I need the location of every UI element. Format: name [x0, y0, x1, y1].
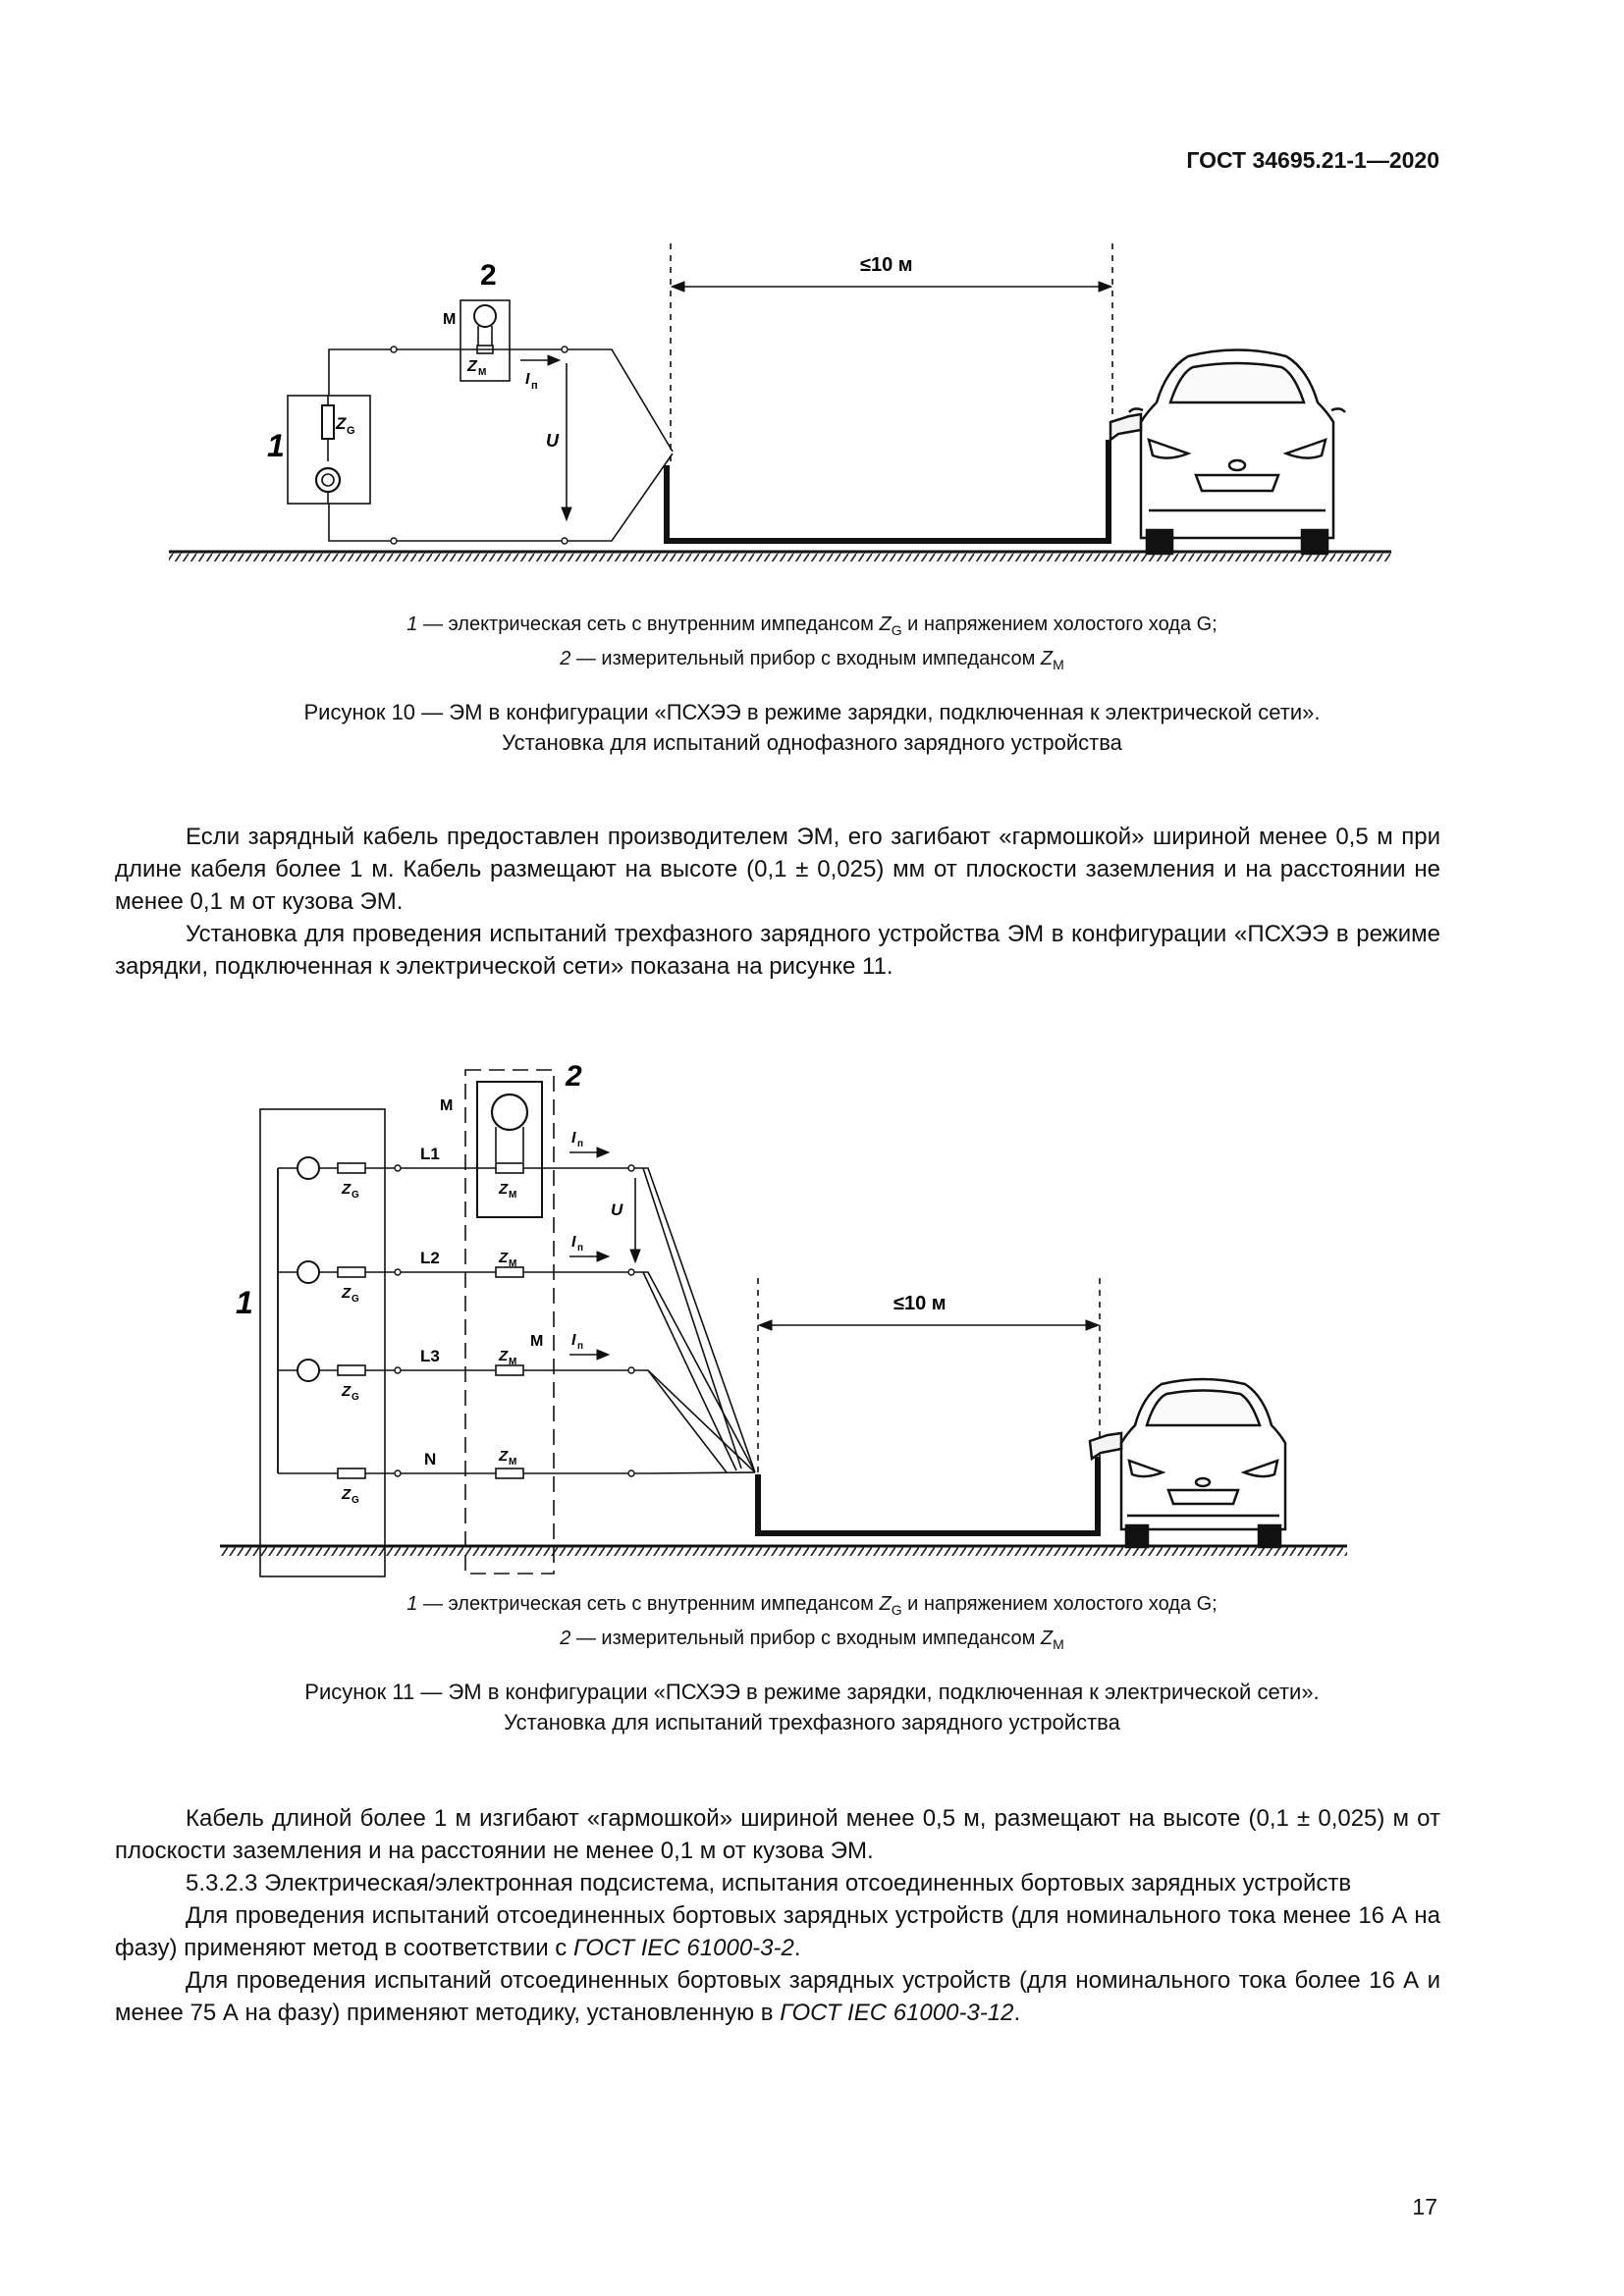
label-zg-sub-1: G [352, 1190, 359, 1201]
paragraph: Кабель длиной более 1 м изгибают «гармошкой» шириной менее 0,5 м, размещают на высоте (0,1 ± 0,025) м от плоскости заземления и на расстоянии не менее 0,1 м от кузова ЭМ. [115, 1805, 1440, 1864]
label-current-sub-3: п [577, 1341, 584, 1352]
label-source-number: 1 [267, 428, 285, 463]
measuring-device-box [465, 1070, 554, 1574]
label-zm-3: Z [499, 1348, 509, 1364]
voltage-arrow [562, 363, 571, 520]
paragraph: Для проведения испытаний отсоединенных бортовых зарядных устройств (для номинального тока менее 16 А на фазу) применяют метод в соответствии с ГОСТ IEC 61000-3-2. [115, 1902, 1440, 1961]
power-source-box [288, 349, 673, 541]
label-zg-1: Z [342, 1181, 352, 1198]
terminal-dots [395, 1165, 634, 1476]
label-zm-sub-1: M [509, 1190, 517, 1201]
page-number: 17 [1412, 2194, 1437, 2219]
label-current-sub: п [531, 380, 538, 392]
label-zg-sub: G [347, 425, 355, 437]
label-zm-sub-4: M [509, 1457, 517, 1468]
label-zm: Z [467, 358, 477, 375]
label-zg-2: Z [342, 1285, 352, 1302]
paragraph: Если зарядный кабель предоставлен производителем ЭМ, его загибают «гармошкой» шириной менее 0,5 м при длине кабеля более 1 м. Кабель размещают на высоте (0,1 ± 0,025) мм от плоскости заземления и на расстоянии не менее 0,1 м от кузова ЭМ. [115, 824, 1440, 915]
label-voltage: U [546, 431, 559, 451]
label-n: N [424, 1450, 437, 1468]
label-l3: L3 [420, 1347, 440, 1365]
ground-plane [169, 552, 1391, 561]
paragraph: 5.3.2.3 Электрическая/электронная подсистема, испытания отсоединенных бортовых зарядных устройств [186, 1870, 1352, 1896]
paragraph-block-2 [115, 1802, 1440, 2029]
label-meter-number: 2 [480, 259, 497, 292]
paragraph: Для проведения испытаний отсоединенных бортовых зарядных устройств (для номинального тока более 16 А и менее 75 А на фазу) применяют методику, установленную в ГОСТ IEC 61000-3-12. [115, 1967, 1440, 2026]
label-distance: ≤10 м [893, 1293, 947, 1314]
label-l2: L2 [420, 1249, 440, 1267]
label-voltage: U [611, 1201, 623, 1219]
label-current: I [525, 371, 530, 388]
label-current-sub-2: п [577, 1243, 584, 1254]
label-zm-sub-2: M [509, 1258, 517, 1269]
figure-10-diagram [0, 0, 1624, 609]
electric-vehicle [1090, 1379, 1285, 1547]
charging-cable [667, 440, 1109, 541]
label-zm-4: Z [499, 1448, 509, 1465]
electric-vehicle [1110, 350, 1345, 555]
current-arrows [569, 1148, 609, 1360]
label-meter-number: 2 [566, 1060, 582, 1093]
label-zg-sub-2: G [352, 1294, 359, 1305]
label-distance: ≤10 м [860, 254, 913, 276]
distance-marker [671, 243, 1112, 461]
label-m: М [443, 311, 457, 328]
label-zm-sub-3: M [509, 1357, 517, 1367]
label-m2: М [530, 1333, 544, 1350]
label-source-number: 1 [236, 1285, 253, 1320]
figure-10-caption: Рисунок 10 — ЭМ в конфигурации «ПСХЭЭ в режиме зарядки, подключенная к электрической сети». Установка для испытаний однофазного зарядного устройства [303, 700, 1321, 755]
ground-plane [220, 1546, 1347, 1556]
charging-cable [758, 1457, 1098, 1533]
label-zm-1: Z [499, 1181, 509, 1198]
paragraph: Установка для проведения испытаний трехфазного зарядного устройства ЭМ в конфигурации «ПСХЭЭ в режиме зарядки, подключенная к электрической сети» показана на рисунке 11. [115, 921, 1440, 980]
document-header: ГОСТ 34695.21-1—2020 [1186, 147, 1439, 173]
standard-reference: ГОСТ IEC 61000-3-12 [780, 2000, 1014, 2026]
label-zg-3: Z [342, 1383, 352, 1400]
label-zg-sub-4: G [352, 1495, 359, 1506]
standard-reference: ГОСТ IEC 61000-3-2 [572, 1935, 794, 1961]
figure-11-diagram [0, 1041, 1624, 1590]
figure-10-legend: 1 — электрическая сеть с внутренним импедансом $Z_G$ и напряжением холостого хода G; 2 — измерительный прибор с входным импедансом $Z_M$ [406, 614, 1218, 672]
phase-wires [365, 1168, 755, 1473]
label-current-3: I [571, 1332, 576, 1349]
label-zm-sub: M [478, 367, 487, 378]
voltage-arrow [630, 1178, 640, 1262]
label-l1: L1 [420, 1145, 440, 1163]
label-zg: Z [336, 414, 347, 433]
label-zg-4: Z [342, 1486, 352, 1503]
current-arrow [520, 355, 560, 365]
label-current-sub-1: п [577, 1139, 584, 1149]
label-current-2: I [571, 1234, 576, 1251]
label-m: М [440, 1097, 454, 1114]
figure-11-legend: 1 — электрическая сеть с внутренним импедансом $Z_G$ и напряжением холостого хода G; 2 — измерительный прибор с входным импедансом $Z_M$ [406, 1593, 1218, 1652]
paragraph-block-1 [115, 821, 1440, 983]
figure-11-caption: Рисунок 11 — ЭМ в конфигурации «ПСХЭЭ в режиме зарядки, подключенная к электрической сети». Установка для испытаний трехфазного зарядного устройства [304, 1680, 1320, 1735]
label-zg-sub-3: G [352, 1392, 359, 1403]
label-zm-2: Z [499, 1250, 509, 1266]
power-source-box [260, 1109, 385, 1576]
label-current-1: I [571, 1130, 576, 1147]
